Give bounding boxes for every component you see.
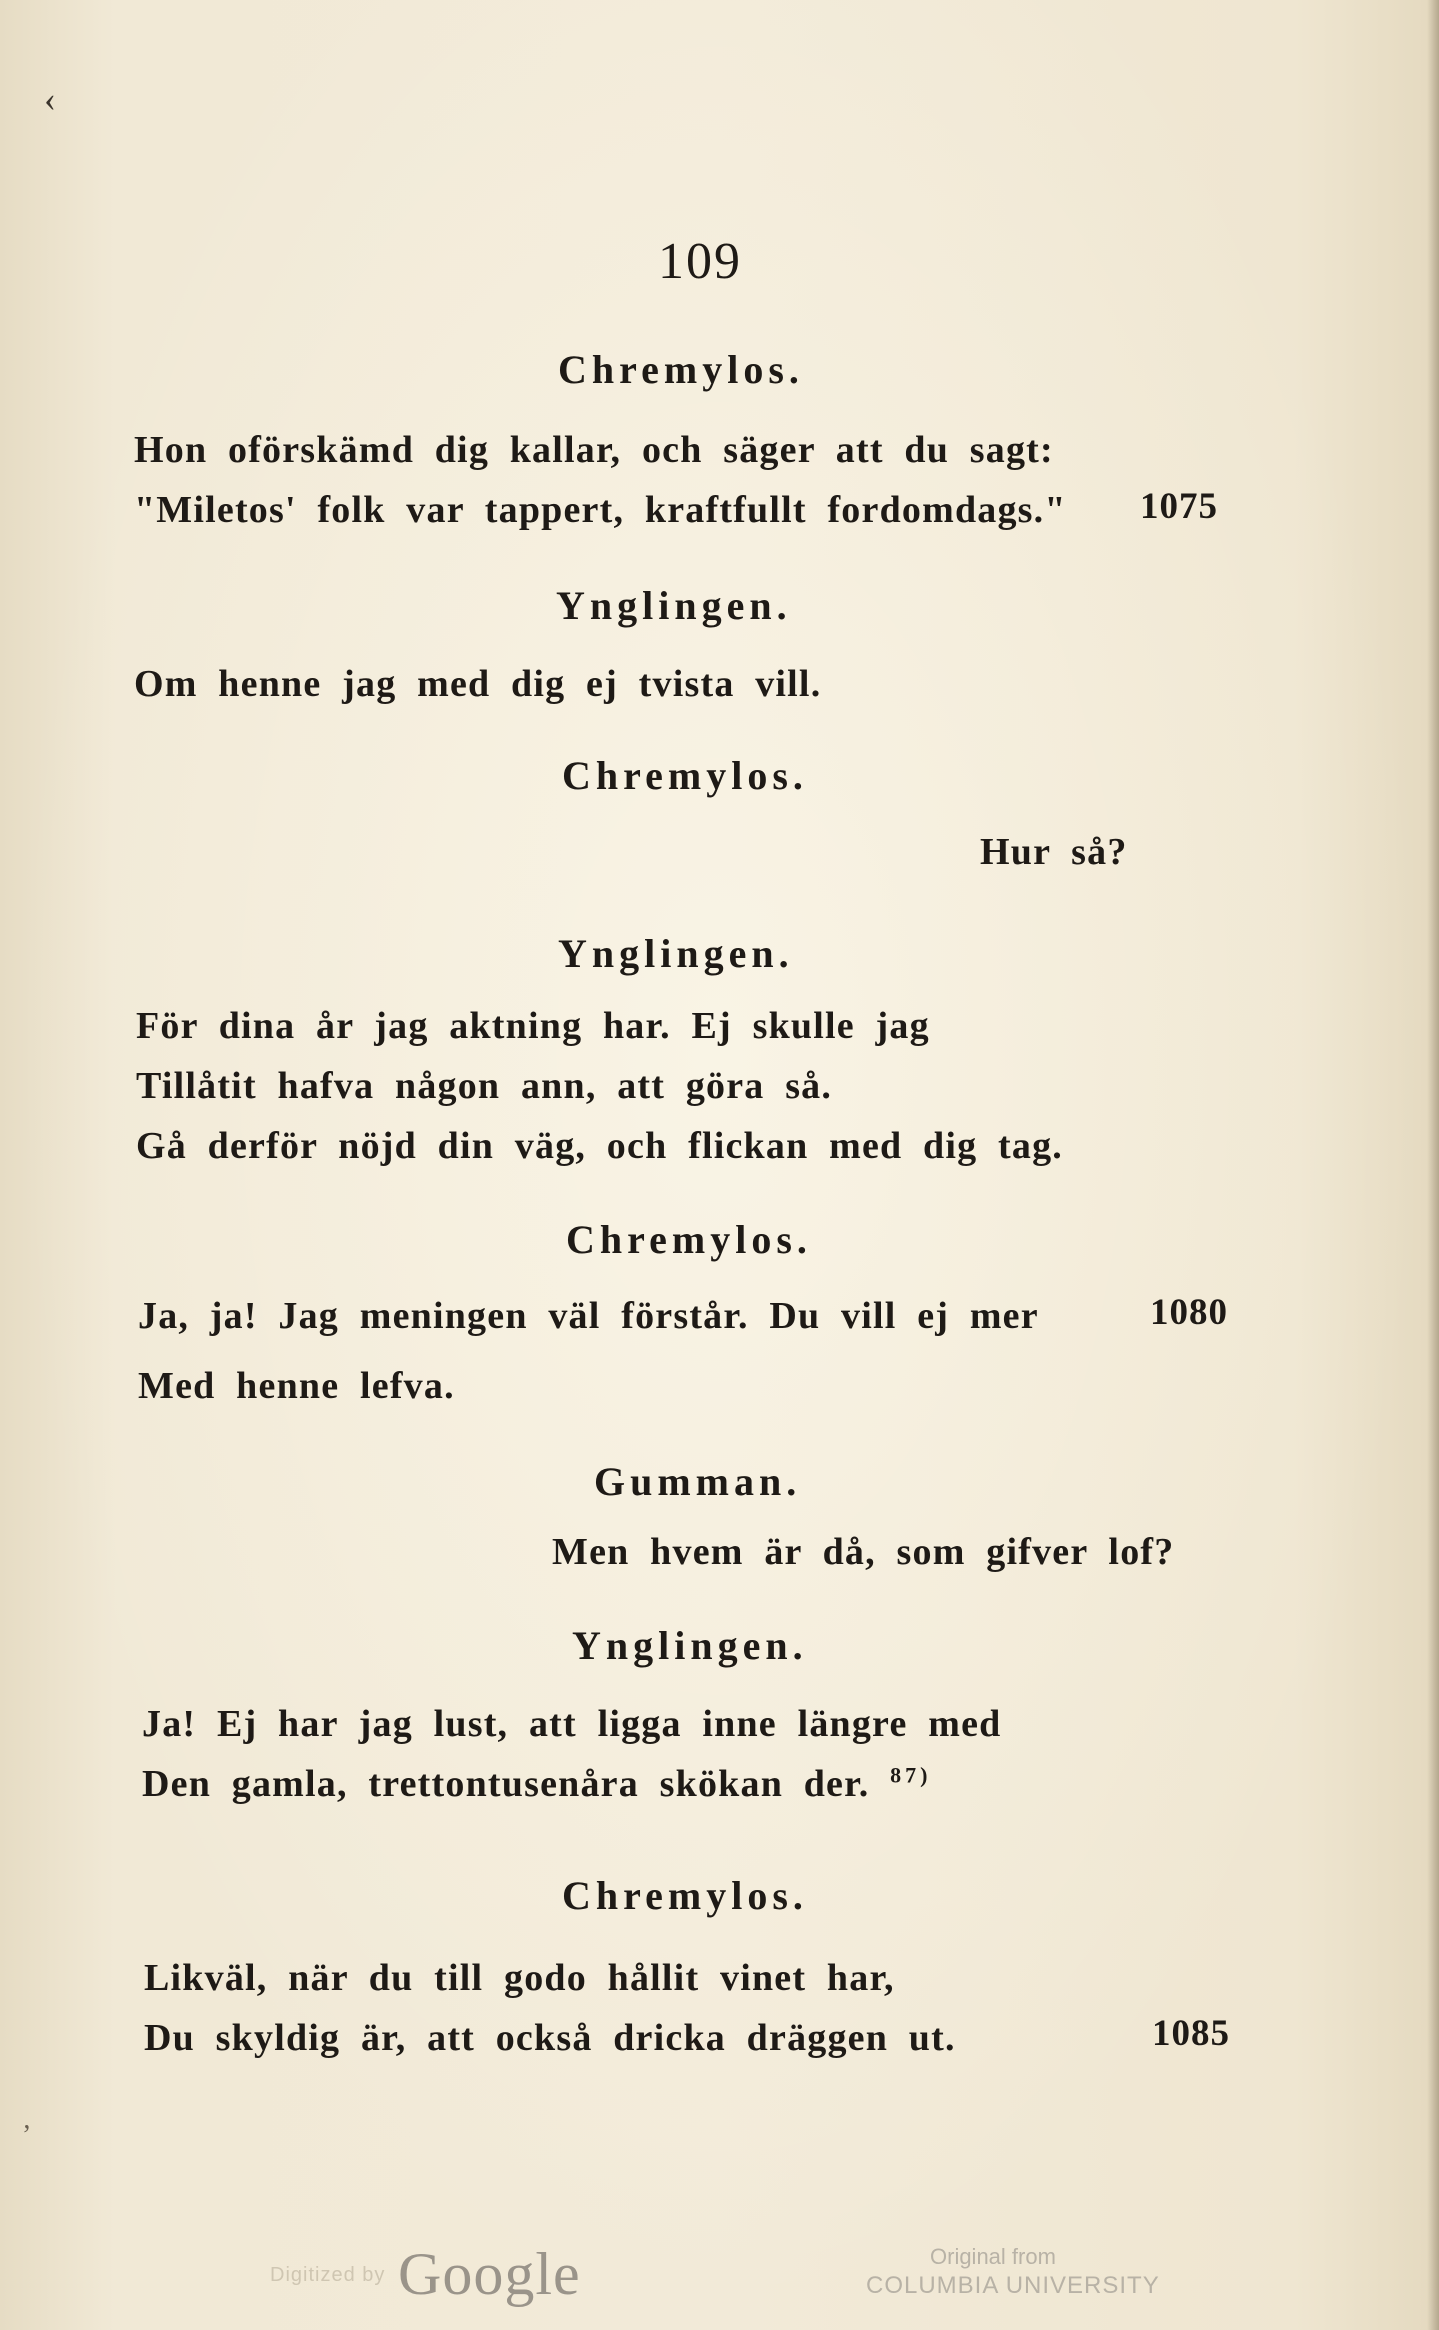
footnote-marker: 87) [890, 1762, 932, 1788]
digitized-by-text: Digitized by [270, 2264, 386, 2286]
verse-line: Gå derför nöjd din väg, och flickan med dig tag. [136, 1125, 1064, 1167]
page-mark: ‹ [44, 79, 56, 119]
speaker-name: Chremylos. [558, 347, 804, 392]
line-number: 1075 [1140, 486, 1218, 527]
verse-line: Du skyldig är, att också dricka dräggen ut. [144, 2017, 956, 2059]
verse-line: För dina år jag aktning har. Ej skulle jag [136, 1005, 930, 1047]
speaker-name: Chremylos. [562, 753, 808, 798]
speaker-name: Chremylos. [566, 1217, 812, 1262]
verse-line: Tillåtit hafva någon ann, att göra så. [136, 1065, 833, 1107]
line-number: 1080 [1150, 1292, 1228, 1333]
speaker-name: Chremylos. [562, 1873, 808, 1918]
line-number: 1085 [1152, 2013, 1230, 2054]
verse-line [142, 1762, 931, 1806]
speaker-name: Ynglingen. [558, 931, 794, 976]
page-number: 109 [658, 233, 742, 290]
original-from-text: Original from [930, 2244, 1056, 2269]
verse-line: "Miletos' folk var tappert, kraftfullt fordomdags." [134, 489, 1067, 531]
page-mark: ʼ [22, 2120, 32, 2151]
verse-line: Om henne jag med dig ej tvista vill. [134, 663, 822, 705]
verse-line: Med henne lefva. [138, 1365, 455, 1407]
verse-line: Likväl, när du till godo hållit vinet har, [144, 1957, 895, 1999]
verse-line: Ja, ja! Jag meningen väl förstår. Du vill ej mer [138, 1295, 1039, 1337]
speaker-name: Ynglingen. [572, 1623, 808, 1668]
speaker-name: Ynglingen. [556, 583, 792, 628]
page-edge-shadow [1427, 0, 1439, 2330]
source-library-text: COLUMBIA UNIVERSITY [866, 2272, 1160, 2299]
google-logo: Google [398, 2241, 581, 2307]
verse-line: Hon oförskämd dig kallar, och säger att du sagt: [134, 429, 1054, 471]
speaker-name: Gumman. [594, 1459, 802, 1504]
verse-line: Hur så? [980, 831, 1128, 873]
verse-line: Men hvem är då, som gifver lof? [552, 1531, 1175, 1573]
verse-line: Ja! Ej har jag lust, att ligga inne längre med [142, 1703, 1002, 1745]
verse-line-text: Den gamla, trettontusenåra skökan der. [142, 1763, 870, 1805]
